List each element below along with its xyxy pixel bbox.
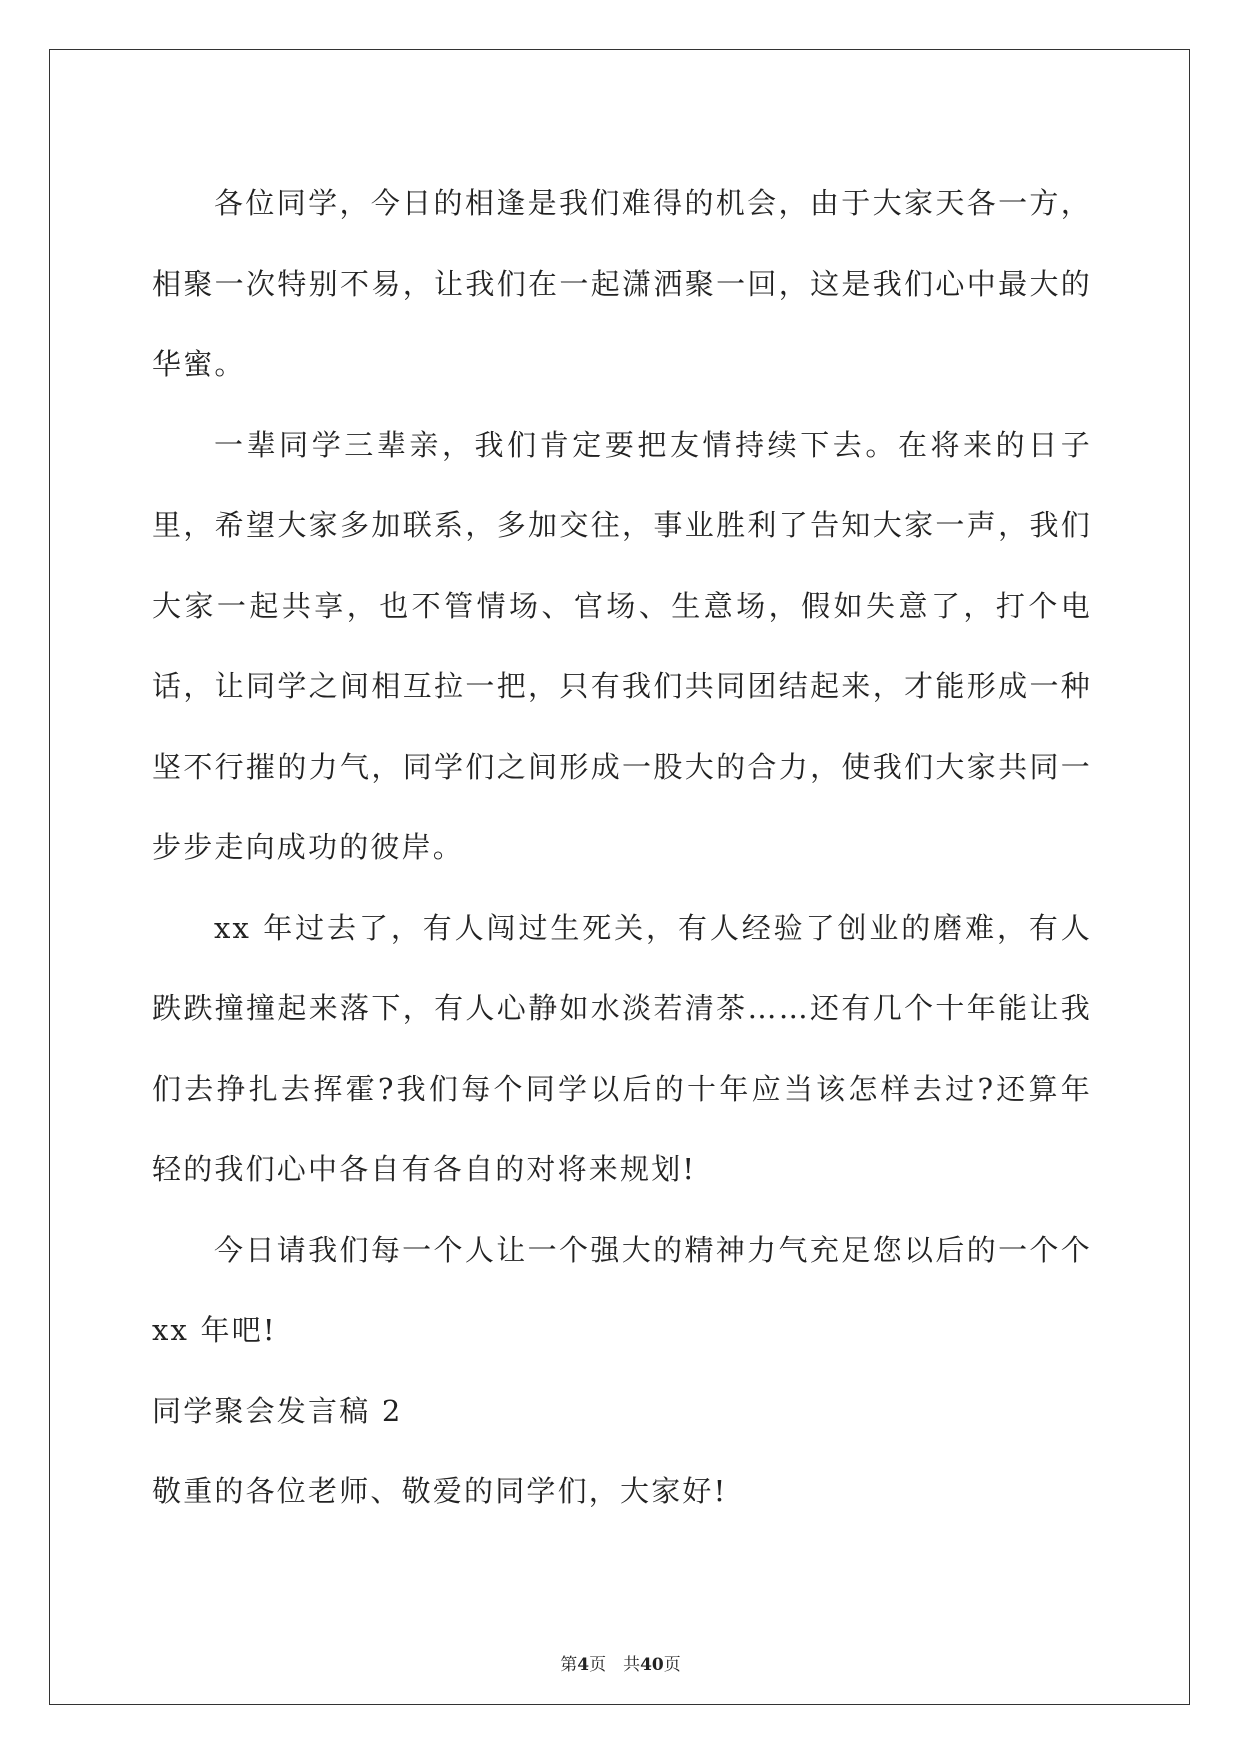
footer-page-number: 4: [577, 1655, 590, 1675]
footer-total-pages: 40: [640, 1655, 664, 1675]
footer-suffix: 页: [663, 1655, 681, 1675]
document-body: [152, 163, 1092, 1532]
paragraph-2: 一辈同学三辈亲，我们肯定要把友情持续下去。在将来的日子里，希望大家多加联系，多加交往，事业胜利了告知大家一声，我们大家一起共享，也不管情场、官场、生意场，假如失意了，打个电话，让同学之间相互拉一把，只有我们共同团结起来，才能形成一种坚不行摧的力气，同学们之间形成一股大的合力，使我们大家共同一步步走向成功的彼岸。: [152, 427, 1092, 864]
footer-prefix: 第: [560, 1655, 578, 1675]
footer-mid: 页 共: [589, 1655, 641, 1675]
page-footer: [0, 1655, 1241, 1675]
paragraph-1: 各位同学，今日的相逢是我们难得的机会，由于大家天各一方，相聚一次特别不易，让我们在一起潇洒聚一回，这是我们心中最大的华蜜。: [152, 186, 1092, 381]
paragraph-3: xx 年过去了，有人闯过生死关，有人经验了创业的磨难，有人跌跌撞撞起来落下，有人心静如水淡若清茶……还有几个十年能让我们去挣扎去挥霍?我们每个同学以后的十年应当该怎样去过?还算年轻的我们心中各自有各自的对将来规划!: [152, 910, 1092, 1186]
section-heading: 同学聚会发言稿 2: [152, 1393, 403, 1428]
salutation: 敬重的各位老师、敬爱的同学们，大家好!: [152, 1474, 728, 1508]
paragraph-4: 今日请我们每一个人让一个强大的精神力气充足您以后的一个个xx 年吧!: [152, 1232, 1092, 1347]
